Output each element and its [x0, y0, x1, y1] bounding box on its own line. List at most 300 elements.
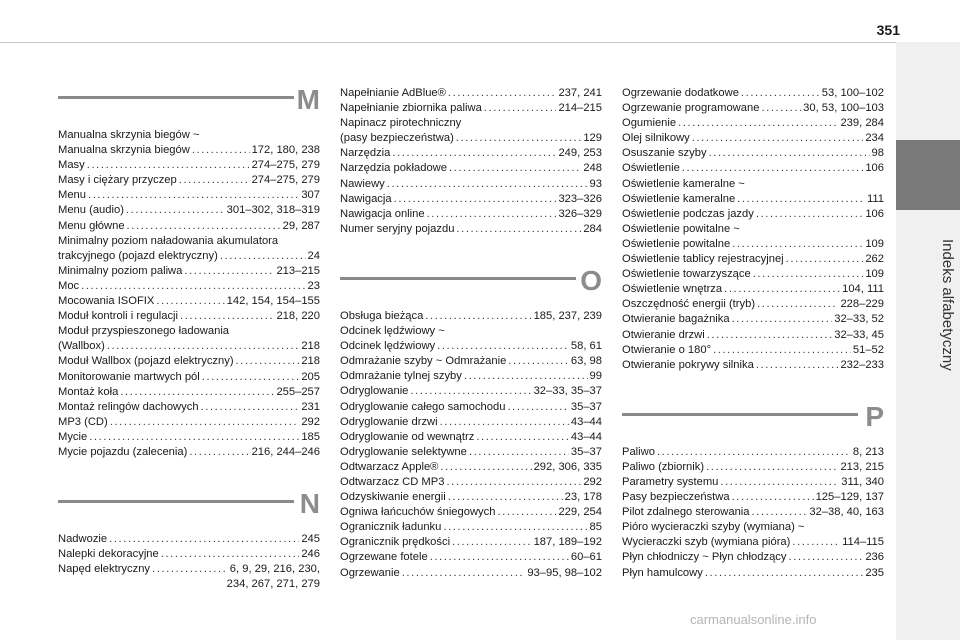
- index-entry: [622, 192, 884, 207]
- index-entry-text: Minimalny poziom naładowania akumulatora: [58, 234, 279, 247]
- entry-name: Mycie pojazdu (zalecenia): [58, 445, 188, 458]
- entry-pages: 214–215: [558, 102, 602, 115]
- index-entry: [340, 131, 602, 146]
- index-entry: [622, 86, 884, 101]
- entry-name: Otwieranie drzwi: [622, 328, 705, 341]
- entry-pages: 43–44: [570, 430, 602, 443]
- dot-leader: [392, 146, 556, 161]
- entry-name: Odryglowanie selektywne: [340, 445, 467, 458]
- index-entry: [58, 562, 320, 577]
- entry-name: (Wallbox): [58, 340, 105, 353]
- index-entry: [340, 384, 602, 399]
- index-entry: [340, 430, 602, 445]
- dot-leader: [741, 86, 820, 101]
- index-entry-list: [622, 86, 884, 373]
- entry-pages: 85: [589, 521, 602, 534]
- index-entry: [622, 550, 884, 565]
- index-entry-text: Napinacz pirotechniczny: [340, 117, 462, 130]
- entry-pages: 32–33, 52: [834, 313, 884, 326]
- index-entry: [622, 161, 884, 176]
- index-entry: [622, 297, 884, 312]
- index-entry: [622, 131, 884, 146]
- entry-pages: 142, 154, 154–155: [226, 295, 320, 308]
- index-entry: [340, 354, 602, 369]
- letter-heading-n: [58, 490, 320, 530]
- index-entry: [340, 177, 602, 192]
- entry-name: Montaż koła: [58, 385, 119, 398]
- entry-pages: 218: [301, 340, 320, 353]
- entry-pages: 239, 284: [840, 117, 884, 130]
- entry-name: Płyn hamulcowy: [622, 566, 703, 579]
- entry-name: Oszczędność energii (tryb): [622, 298, 756, 311]
- entry-name: Parametry systemu: [622, 475, 719, 488]
- index-entry-text: Oświetlenie powitalne ~: [622, 222, 740, 235]
- entry-pages: 236: [865, 551, 884, 564]
- entry-name: Masy: [58, 159, 85, 172]
- entry-pages: 301–302, 318–319: [226, 204, 320, 217]
- dot-leader: [448, 490, 563, 505]
- index-entry-list: [340, 309, 602, 581]
- entry-pages: 235: [865, 566, 884, 579]
- entry-name: Nawiewy: [340, 177, 385, 190]
- entry-pages: 109: [865, 268, 884, 281]
- dot-leader: [720, 475, 839, 490]
- entry-name: Mocowania ISOFIX: [58, 295, 155, 308]
- index-entry: [340, 460, 602, 475]
- entry-name: Otwieranie o 180°: [622, 343, 712, 356]
- index-entry: [58, 532, 320, 547]
- dot-leader: [732, 490, 814, 505]
- index-entry: [340, 475, 602, 490]
- entry-name: Ogrzewanie: [340, 566, 400, 579]
- index-entry: [58, 400, 320, 415]
- index-entry: [58, 264, 320, 279]
- entry-name: Odryglowanie drzwi: [340, 415, 438, 428]
- dot-leader: [109, 532, 299, 547]
- index-entry: [340, 490, 602, 505]
- section-letter: N: [299, 488, 320, 520]
- dot-leader: [440, 415, 569, 430]
- entry-name: Nawigacja: [340, 192, 392, 205]
- dot-leader: [156, 294, 224, 309]
- entry-name: Menu: [58, 189, 86, 202]
- entry-pages: 23, 178: [564, 491, 602, 504]
- dot-leader: [682, 161, 864, 176]
- entry-name: Oświetlenie wnętrza: [622, 283, 723, 296]
- entry-pages: 185: [301, 430, 320, 443]
- index-entry: [58, 339, 320, 354]
- dot-leader: [81, 279, 305, 294]
- entry-name: Olej silnikowy: [622, 132, 690, 145]
- entry-pages: 245: [301, 533, 320, 546]
- index-entry: [58, 547, 320, 562]
- entry-name: Nadwozie: [58, 533, 108, 546]
- dot-leader: [707, 328, 833, 343]
- entry-pages: 274–275, 279: [251, 174, 320, 187]
- entry-pages: 129: [583, 132, 602, 145]
- index-entry: [58, 415, 320, 430]
- entry-pages: 114–115: [842, 536, 884, 549]
- entry-name: Moduł Wallbox (pojazd elektryczny): [58, 355, 234, 368]
- entry-name: MP3 (CD): [58, 415, 108, 428]
- index-entry: [340, 86, 602, 101]
- entry-pages: 218, 220: [276, 310, 320, 323]
- dot-leader: [508, 354, 569, 369]
- entry-name: Napełnianie AdBlue®: [340, 87, 446, 99]
- entry-pages: 255–257: [276, 385, 320, 398]
- index-entry: [58, 294, 320, 309]
- letter-rule: [58, 500, 294, 503]
- index-entry: [58, 249, 320, 264]
- index-entry-list: [340, 86, 602, 237]
- header-rule: [0, 42, 896, 43]
- section-spacer: [340, 237, 602, 267]
- dot-leader: [756, 207, 863, 222]
- entry-pages: 307: [301, 189, 320, 202]
- index-entry: [622, 282, 884, 297]
- index-column-2: [340, 86, 602, 581]
- entry-pages: 232–233: [840, 358, 884, 371]
- index-entry-text: Oświetlenie kameralne ~: [622, 177, 745, 190]
- dot-leader: [709, 146, 870, 161]
- dot-leader: [410, 384, 531, 399]
- entry-pages: 229, 254: [558, 506, 602, 519]
- entry-pages: 311, 340: [841, 475, 884, 488]
- dot-leader: [732, 237, 863, 252]
- entry-name: Numer seryjny pojazdu: [340, 222, 455, 235]
- entry-pages: 216, 244–246: [251, 445, 320, 458]
- entry-name: Paliwo: [622, 445, 655, 458]
- dot-leader: [692, 131, 864, 146]
- dot-leader: [88, 188, 299, 203]
- index-entry-list: [58, 128, 320, 460]
- entry-pages: 234: [865, 132, 884, 145]
- dot-leader: [753, 267, 864, 282]
- entry-pages: 292, 306, 335: [533, 460, 602, 473]
- entry-pages: 262: [865, 253, 884, 266]
- entry-pages: 109: [865, 237, 884, 250]
- entry-pages: 32–38, 40, 163: [809, 506, 884, 519]
- entry-name: Napełnianie zbiornika paliwa: [340, 102, 482, 115]
- dot-leader: [161, 547, 300, 562]
- dot-leader: [179, 173, 250, 188]
- dot-leader: [507, 400, 568, 415]
- entry-pages: 106: [865, 207, 884, 220]
- entry-name: (pasy bezpieczeństwa): [340, 132, 454, 145]
- dot-leader: [713, 343, 851, 358]
- dot-leader: [497, 505, 556, 520]
- section-letter: P: [865, 400, 884, 432]
- index-entry: [622, 328, 884, 343]
- entry-pages: 43–44: [570, 415, 602, 428]
- entry-pages: 172, 180, 238: [251, 144, 320, 157]
- index-entry: [340, 339, 602, 354]
- index-entry: [340, 400, 602, 415]
- index-entry: [340, 550, 602, 565]
- dot-leader: [107, 339, 300, 354]
- letter-rule: [622, 413, 858, 416]
- entry-pages: 8, 213: [852, 445, 884, 458]
- entry-name: Mycie: [58, 430, 88, 443]
- index-entry-text: Moduł przyspieszonego ładowania: [58, 325, 230, 338]
- dot-leader: [469, 445, 569, 460]
- entry-pages: 237, 241: [558, 87, 602, 99]
- index-entry: [58, 385, 320, 400]
- index-entry: [622, 566, 884, 581]
- index-entry: [340, 161, 602, 176]
- letter-heading-o: [340, 264, 602, 307]
- entry-pages: 106: [865, 162, 884, 175]
- dot-leader: [732, 312, 833, 327]
- entry-pages: 104, 111: [842, 283, 884, 296]
- dot-leader: [126, 203, 225, 218]
- entry-name: Odryglowanie całego samochodu: [340, 400, 506, 413]
- entry-pages: 274–275, 279: [251, 159, 320, 172]
- dot-leader: [443, 520, 587, 535]
- entry-name: Otwieranie bagażnika: [622, 313, 730, 326]
- dot-leader: [449, 161, 581, 176]
- entry-pages: 246: [301, 548, 320, 561]
- index-entry: [340, 222, 602, 237]
- entry-name: Ogrzewanie programowane: [622, 102, 760, 115]
- entry-pages: 213–215: [276, 264, 320, 277]
- dot-leader: [657, 445, 851, 460]
- index-entry: [58, 203, 320, 218]
- entry-name: Minimalny poziom paliwa: [58, 264, 183, 277]
- index-entry: [58, 143, 320, 158]
- dot-leader: [476, 430, 569, 445]
- dot-leader: [220, 249, 306, 264]
- entry-pages: 93–95, 98–102: [527, 566, 602, 579]
- section-spacer: [58, 460, 320, 490]
- dot-leader: [464, 369, 588, 384]
- index-entry: [340, 192, 602, 207]
- dot-leader: [456, 131, 582, 146]
- entry-name: Odzyskiwanie energii: [340, 491, 446, 504]
- dot-leader: [446, 475, 581, 490]
- dot-leader: [152, 562, 228, 577]
- entry-name: Ogranicznik ładunku: [340, 521, 442, 534]
- entry-pages: 111: [866, 192, 884, 205]
- index-entry: [622, 505, 884, 520]
- entry-pages: 218: [301, 355, 320, 368]
- entry-pages: 205: [301, 370, 320, 383]
- entry-name: Płyn chłodniczy ~ Płyn chłodzący: [622, 551, 787, 564]
- entry-pages: 32–33, 45: [834, 328, 884, 341]
- entry-pages: 292: [301, 415, 320, 428]
- index-entry: [622, 475, 884, 490]
- dot-leader: [756, 358, 839, 373]
- entry-name: Nawigacja online: [340, 207, 425, 220]
- index-entry: [58, 188, 320, 203]
- side-tab-label: Indeks alfabetyczny: [939, 239, 956, 371]
- index-entry: [622, 146, 884, 161]
- dot-leader: [236, 354, 300, 369]
- entry-pages: 326–329: [558, 207, 602, 220]
- dot-leader: [737, 192, 865, 207]
- entry-name: Ogniwa łańcuchów śniegowych: [340, 506, 496, 519]
- entry-pages: 53, 100–102: [821, 87, 884, 99]
- entry-pages: 98: [871, 147, 884, 160]
- dot-leader: [180, 309, 274, 324]
- entry-name: Oświetlenie tablicy rejestracyjnej: [622, 253, 784, 266]
- entry-pages: 248: [583, 162, 602, 175]
- entry-pages: 60–61: [570, 551, 602, 564]
- entry-name: Odtwarzacz CD MP3: [340, 475, 445, 488]
- letter-rule: [58, 96, 294, 99]
- index-entry: [340, 415, 602, 430]
- side-tab-marker: [896, 140, 960, 210]
- index-entry-text: Pióro wycieraczki szyby (wymiana) ~: [622, 521, 805, 534]
- index-entry: [58, 158, 320, 173]
- index-entry: [340, 535, 602, 550]
- index-entry: [340, 146, 602, 161]
- entry-pages: 292: [583, 475, 602, 488]
- entry-name: Monitorowanie martwych pól: [58, 370, 200, 383]
- entry-pages: 63, 98: [570, 355, 602, 368]
- entry-name: Odryglowanie: [340, 385, 409, 398]
- index-entry: [58, 370, 320, 385]
- entry-name: Ogrzewane fotele: [340, 551, 428, 564]
- entry-name: trakcyjnego (pojazd elektryczny): [58, 249, 218, 262]
- index-entry: [622, 116, 884, 131]
- index-entry: [58, 219, 320, 234]
- index-column-1: [58, 86, 320, 592]
- letter-heading-m: [58, 86, 320, 126]
- index-entry: [340, 101, 602, 116]
- entry-name: Paliwo (zbiornik): [622, 460, 705, 473]
- index-entry-list: [622, 445, 884, 581]
- entry-name: Odcinek lędźwiowy: [340, 340, 436, 353]
- dot-leader: [761, 101, 801, 116]
- dot-leader: [201, 400, 300, 415]
- entry-name: Odmrażanie szyby ~ Odmrażanie: [340, 355, 507, 368]
- dot-leader: [752, 505, 808, 520]
- watermark: carmanualsonline.info: [690, 612, 817, 627]
- dot-leader: [792, 535, 840, 550]
- index-entry: [622, 312, 884, 327]
- entry-pages: 125–129, 137: [815, 491, 884, 504]
- entry-pages: 93: [589, 177, 602, 190]
- entry-name: Pilot zdalnego sterowania: [622, 506, 750, 519]
- dot-leader: [120, 385, 274, 400]
- index-entry: [340, 520, 602, 535]
- section-letter: O: [580, 264, 602, 296]
- entry-pages: 185, 237, 239: [533, 309, 602, 322]
- dot-leader: [402, 566, 526, 581]
- index-entry: [622, 535, 884, 550]
- entry-pages-continued: 234, 267, 271, 279: [226, 578, 320, 591]
- index-entry: [340, 207, 602, 222]
- entry-name: Odryglowanie od wewnątrz: [340, 430, 475, 443]
- index-entry: [340, 309, 602, 324]
- page-number: 351: [876, 22, 900, 38]
- entry-name: Masy i ciężary przyczep: [58, 174, 177, 187]
- index-entry-text: Odcinek lędźwiowy ~: [340, 325, 445, 338]
- index-entry: [58, 354, 320, 369]
- entry-pages: 30, 53, 100–103: [803, 102, 884, 115]
- entry-name: Narzędzia pokładowe: [340, 162, 447, 175]
- index-entry: [622, 358, 884, 373]
- index-entry: [622, 101, 884, 116]
- dot-leader: [705, 566, 863, 581]
- index-column-3: [622, 86, 884, 581]
- entry-name: Manualna skrzynia biegów: [58, 144, 190, 157]
- index-entry: [340, 369, 602, 384]
- entry-name: Odmrażanie tylnej szyby: [340, 370, 462, 383]
- index-entry: [58, 430, 320, 445]
- dot-leader: [110, 415, 300, 430]
- entry-name: Oświetlenie: [622, 162, 680, 175]
- section-spacer: [622, 373, 884, 403]
- entry-name: Narzędzia: [340, 147, 391, 160]
- index-entry: [622, 207, 884, 222]
- entry-name: Otwieranie pokrywy silnika: [622, 358, 754, 371]
- entry-name: Odtwarzacz Apple®: [340, 460, 439, 473]
- index-entry: [340, 445, 602, 460]
- entry-pages: 32–33, 35–37: [533, 385, 602, 398]
- entry-name: Oświetlenie powitalne: [622, 237, 731, 250]
- index-entry-text: Manualna skrzynia biegów ~: [58, 129, 200, 141]
- index-entry: [622, 343, 884, 358]
- entry-pages: 249, 253: [558, 147, 602, 160]
- entry-pages: 213, 215: [840, 460, 884, 473]
- entry-pages: 6, 9, 29, 216, 230,: [229, 563, 320, 576]
- index-entry: [622, 490, 884, 505]
- entry-pages: 29, 287: [282, 219, 320, 232]
- dot-leader: [202, 370, 300, 385]
- entry-name: Obsługa bieżąca: [340, 309, 424, 322]
- dot-leader: [440, 460, 531, 475]
- entry-pages: 23: [307, 279, 320, 292]
- dot-leader: [786, 252, 864, 267]
- index-entry: [622, 267, 884, 282]
- section-letter: M: [296, 84, 320, 115]
- dot-leader: [387, 177, 588, 192]
- entry-name: Napęd elektryczny: [58, 563, 151, 576]
- entry-name: Moc: [58, 279, 80, 292]
- entry-pages: 323–326: [558, 192, 602, 205]
- dot-leader: [437, 339, 569, 354]
- dot-leader: [192, 143, 250, 158]
- dot-leader: [87, 158, 250, 173]
- dot-leader: [394, 192, 557, 207]
- entry-name: Osuszanie szyby: [622, 147, 707, 160]
- index-entry: [58, 173, 320, 188]
- dot-leader: [452, 535, 532, 550]
- entry-name: Oświetlenie podczas jazdy: [622, 207, 754, 220]
- entry-pages: 58, 61: [570, 340, 602, 353]
- index-entry: [622, 460, 884, 475]
- entry-name: Nalepki dekoracyjne: [58, 548, 159, 561]
- dot-leader: [706, 460, 838, 475]
- entry-name: Menu (audio): [58, 204, 124, 217]
- entry-name: Pasy bezpieczeństwa: [622, 491, 730, 504]
- dot-leader: [89, 430, 299, 445]
- entry-name: Ogranicznik prędkości: [340, 536, 451, 549]
- dot-leader: [678, 116, 838, 131]
- dot-leader: [427, 207, 557, 222]
- index-entry: [622, 252, 884, 267]
- index-entry: [340, 505, 602, 520]
- entry-name: Montaż relingów dachowych: [58, 400, 199, 413]
- entry-name: Moduł kontroli i regulacji: [58, 310, 179, 323]
- letter-heading-p: [622, 400, 884, 443]
- dot-leader: [184, 264, 274, 279]
- dot-leader: [127, 219, 281, 234]
- dot-leader: [484, 101, 557, 116]
- entry-pages: 51–52: [852, 343, 884, 356]
